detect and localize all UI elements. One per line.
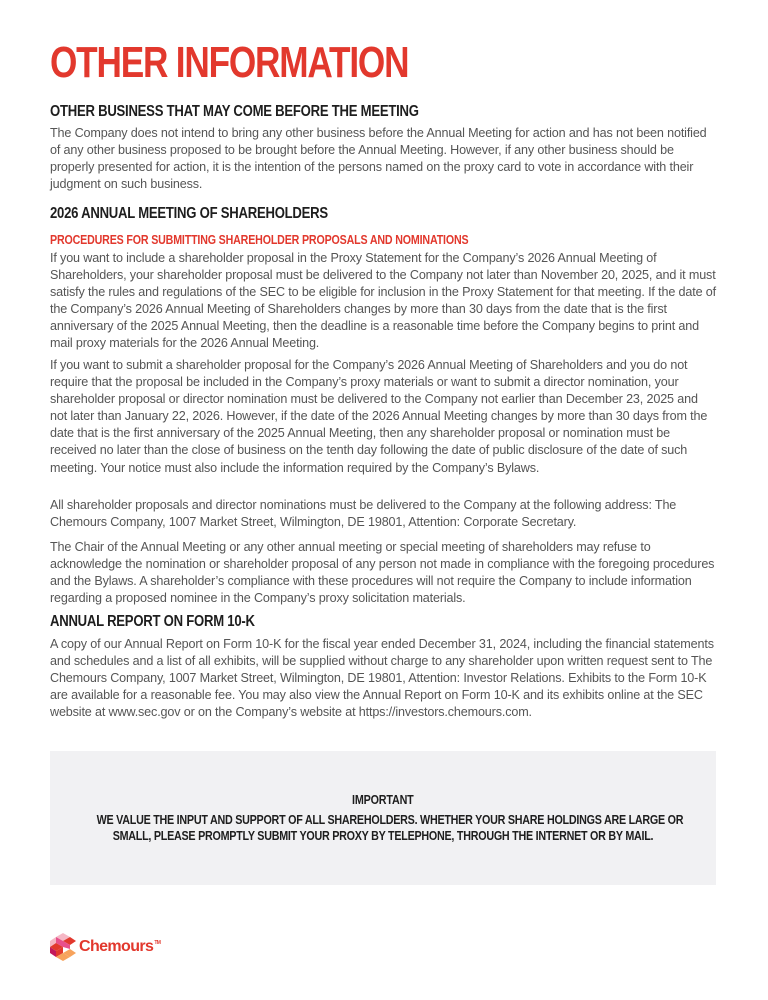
- chemours-logo-mark-icon: [50, 933, 76, 961]
- heading-annual-report: ANNUAL REPORT ON FORM 10-K: [50, 613, 255, 630]
- subheading-procedures: PROCEDURES FOR SUBMITTING SHAREHOLDER PROPOSALS AND NOMINATIONS: [50, 232, 469, 247]
- important-message-line-2: SMALL, PLEASE PROMPTLY SUBMIT YOUR PROXY BY TELEPHONE, THROUGH THE INTERNET OR BY MAIL.: [112, 829, 654, 843]
- logo-wordmark: Chemours: [79, 938, 154, 955]
- important-message: [50, 812, 716, 844]
- paragraph-other-business: The Company does not intend to bring any other business before the Annual Meeting for action and has not been notified of any other business proposed to be brought before the Annual Meeting. However, if any other business should be properly presented for action, it is the intention of the persons named on the proxy card to vote in accordance with their judgment on such business.: [50, 126, 707, 192]
- page-title: OTHER INFORMATION: [50, 38, 409, 87]
- important-title-text: IMPORTANT: [352, 793, 414, 807]
- paragraph-proxy-statement-proposal: If you want to include a shareholder proposal in the Proxy Statement for the Company’s 2026 Annual Meeting of Shareholders, your shareholder proposal must be delivered to the Company not later than November 20, 2025, and it must satisfy the rules and regulations of the SEC to be eligible for inclusion in the Proxy Statement for that meeting. If the date of the Company’s 2026 Annual Meeting of Shareholders changes by more than 30 days from the date that is the first anniversary of the 2025 Annual Meeting, then the deadline is a reasonable time before the Company begins to print and mail proxy materials for the 2026 Annual Meeting.: [50, 251, 716, 351]
- paragraph-director-nomination: If you want to submit a shareholder proposal for the Company’s 2026 Annual Meeting of Shareholders and you do not require that the proposal be included in the Company’s proxy materials or want to submit a director nomination, your shareholder proposal or director nomination must be delivered to the Company not earlier than December 23, 2025 and not later than January 22, 2026. However, if the date of the 2026 Annual Meeting changes by more than 30 days from the date that is the first anniversary of the 2025 Annual Meeting, then any shareholder proposal or nomination must be received no later than the close of business on the tenth day following the date of public disclosure of the date of such meeting. Your notice must also include the information required by the Company’s Bylaws.: [50, 358, 708, 475]
- paragraph-delivery-address: All shareholder proposals and director nominations must be delivered to the Company at the following address: The Chemours Company, 1007 Market Street, Wilmington, DE 19801, Attention: Corporate Secretary.: [50, 498, 677, 530]
- trademark-symbol: TM: [154, 940, 161, 946]
- chemours-logo-text: [79, 938, 160, 956]
- heading-2026-annual-meeting: 2026 ANNUAL MEETING OF SHAREHOLDERS: [50, 205, 328, 222]
- important-notice-box: [50, 751, 716, 885]
- heading-other-business: OTHER BUSINESS THAT MAY COME BEFORE THE MEETING: [50, 103, 419, 120]
- important-message-line-1: WE VALUE THE INPUT AND SUPPORT OF ALL SHAREHOLDERS. WHETHER YOUR SHARE HOLDINGS ARE LARGE OR: [96, 813, 684, 827]
- chemours-logo: [50, 932, 160, 962]
- paragraph-annual-report: A copy of our Annual Report on Form 10-K for the fiscal year ended December 31, 2024, including the financial statements and schedules and a list of all exhibits, will be supplied without charge to any shareholder upon written request sent to The Chemours Company, 1007 Market Street, Wilmington, DE 19801, Attention: Investor Relations. Exhibits to the Form 10-K are available for a reasonable fee. You may also view the Annual Report on Form 10-K and its exhibits online at the SEC website at www.sec.gov or on the Company’s website at https://investors.chemours.com.: [50, 637, 714, 720]
- important-title: [50, 793, 716, 808]
- paragraph-chair-refusal: The Chair of the Annual Meeting or any other annual meeting or special meeting of shareholders may refuse to acknowledge the nomination or shareholder proposal of any person not made in compliance with the foregoing procedures and the Bylaws. A shareholder’s compliance with these procedures will not require the Company to include information regarding a proposed nominee in the Company’s proxy solicitation materials.: [50, 540, 715, 606]
